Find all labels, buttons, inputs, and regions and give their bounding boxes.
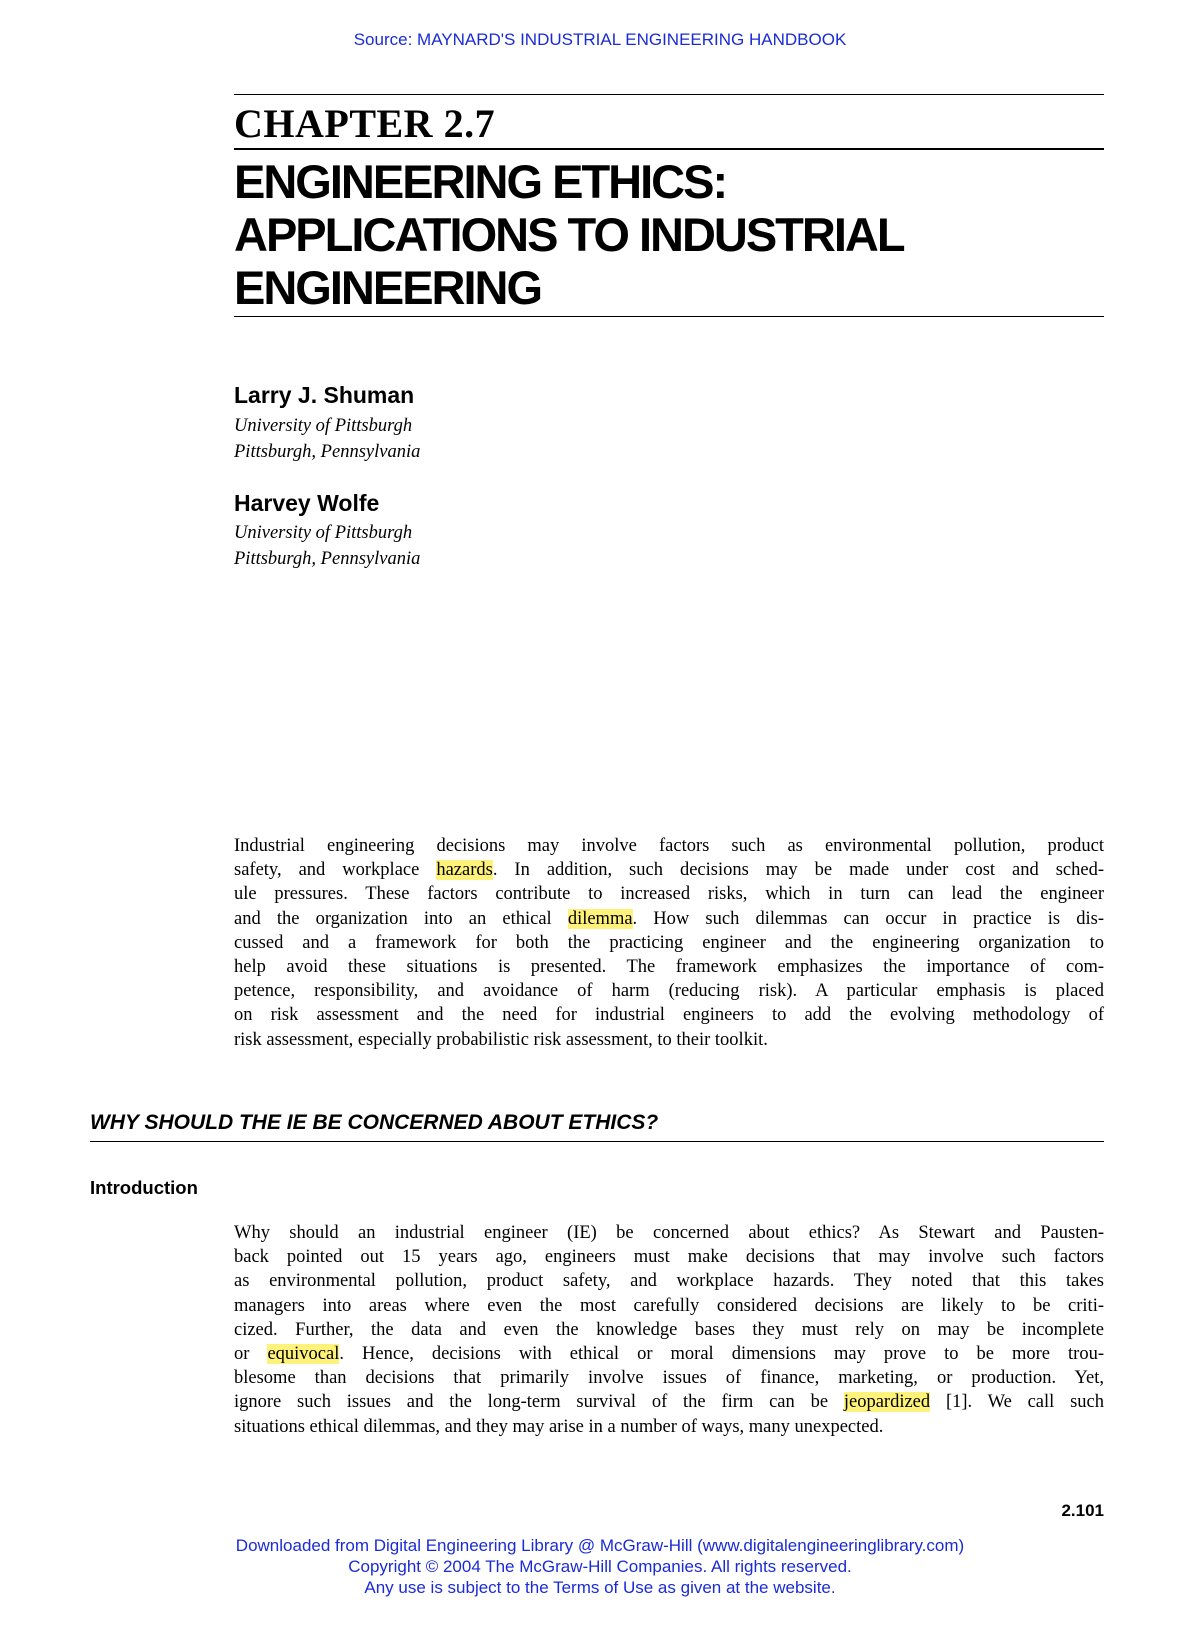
chapter-bottom-rule <box>234 316 1104 317</box>
text-span: . How such dilemmas can occur in practice is dis- <box>632 908 1104 929</box>
abstract-line: cussed and a framework for both the practicing engineer and the engineering organization to <box>234 932 1104 953</box>
footer-copyright: Copyright © 2004 The McGraw-Hill Companies. All rights reserved. <box>348 1557 852 1576</box>
text-span: or <box>234 1344 268 1365</box>
abstract-line: risk assessment, especially probabilistic risk assessment, to their toolkit. <box>234 1029 768 1050</box>
text-span: and the organization into an ethical <box>234 908 568 929</box>
chapter-title-line: ENGINEERING ETHICS: <box>234 155 727 208</box>
abstract <box>234 834 1104 1052</box>
highlighted-word[interactable]: jeopardized <box>843 1392 931 1413</box>
paragraph-line: as environmental pollution, product safety, and workplace hazards. They noted that this takes <box>234 1271 1104 1292</box>
author-institution: University of Pittsburgh <box>234 416 413 436</box>
paragraph-line: situations ethical dilemmas, and they may arise in a number of ways, many unexpected. <box>234 1416 884 1437</box>
author-name: Harvey Wolfe <box>234 490 380 516</box>
abstract-line: Industrial engineering decisions may involve factors such as environmental pollution, product <box>234 836 1104 856</box>
chapter-title-line: ENGINEERING <box>234 261 542 314</box>
author-name: Larry J. Shuman <box>234 382 415 408</box>
subsection-heading: Introduction <box>90 1177 198 1198</box>
author-institution: University of Pittsburgh <box>234 523 413 543</box>
highlighted-word[interactable]: equivocal <box>267 1344 340 1365</box>
abstract-line: ule pressures. These factors contribute to increased risks, which in turn can lead the engineer <box>234 884 1104 905</box>
abstract-line <box>234 858 1104 882</box>
paragraph-line: Why should an industrial engineer (IE) be concerned about ethics? As Stewart and Pausten- <box>234 1223 1104 1243</box>
paragraph-line: blesome than decisions that primarily involve issues of finance, marketing, or production. Yet, <box>234 1368 1104 1389</box>
chapter-top-rule <box>234 94 1104 95</box>
paragraph-line: back pointed out 15 years ago, engineers must make decisions that may involve such factors <box>234 1247 1104 1268</box>
chapter-label: CHAPTER 2.7 <box>234 101 496 146</box>
abstract-line: petence, responsibility, and avoidance of harm (reducing risk). A particular emphasis is placed <box>234 981 1104 1002</box>
chapter-title-line: APPLICATIONS TO INDUSTRIAL <box>234 208 904 261</box>
source-line: Source: MAYNARD'S INDUSTRIAL ENGINEERING HANDBOOK <box>353 30 847 49</box>
chapter-title-rule <box>234 148 1104 150</box>
paragraph-line: cized. Further, the data and even the knowledge bases they must rely on may be incomplete <box>234 1319 1104 1340</box>
abstract-line <box>234 907 1104 931</box>
footer <box>0 1535 1200 1598</box>
section-heading: WHY SHOULD THE IE BE CONCERNED ABOUT ETHICS? <box>90 1111 659 1134</box>
page-number: 2.101 <box>1061 1501 1104 1520</box>
intro-paragraph <box>234 1221 1104 1439</box>
highlighted-word[interactable]: hazards <box>436 860 493 881</box>
author-location: Pittsburgh, Pennsylvania <box>234 442 421 462</box>
section-rule <box>90 1141 1104 1142</box>
footer-terms[interactable]: Any use is subject to the Terms of Use as given at the website. <box>364 1578 836 1597</box>
author-affiliation <box>234 520 420 572</box>
text-span: [1]. We call such <box>930 1392 1105 1413</box>
chapter-title <box>234 155 904 314</box>
abstract-line: help avoid these situations is presented. The framework emphasizes the importance of com- <box>234 957 1104 978</box>
footer-download-link[interactable]: Downloaded from Digital Engineering Library @ McGraw-Hill (www.digitalengineeringlibrary.com) <box>235 1536 965 1555</box>
text-span: . Hence, decisions with ethical or moral dimensions may prove to be more trou- <box>339 1344 1104 1365</box>
author-location: Pittsburgh, Pennsylvania <box>234 549 421 569</box>
text-span: . In addition, such decisions may be made under cost and sched- <box>492 860 1104 881</box>
text-span: ignore such issues and the long-term survival of the firm can be <box>234 1392 844 1413</box>
highlighted-word[interactable]: dilemma <box>567 908 633 929</box>
paragraph-line <box>234 1390 1104 1414</box>
author-affiliation <box>234 413 420 465</box>
abstract-line: on risk assessment and the need for industrial engineers to add the evolving methodology of <box>234 1005 1104 1026</box>
paragraph-line <box>234 1342 1104 1366</box>
text-span: safety, and workplace <box>234 860 437 881</box>
paragraph-line: managers into areas where even the most carefully considered decisions are likely to be criti- <box>234 1295 1104 1316</box>
